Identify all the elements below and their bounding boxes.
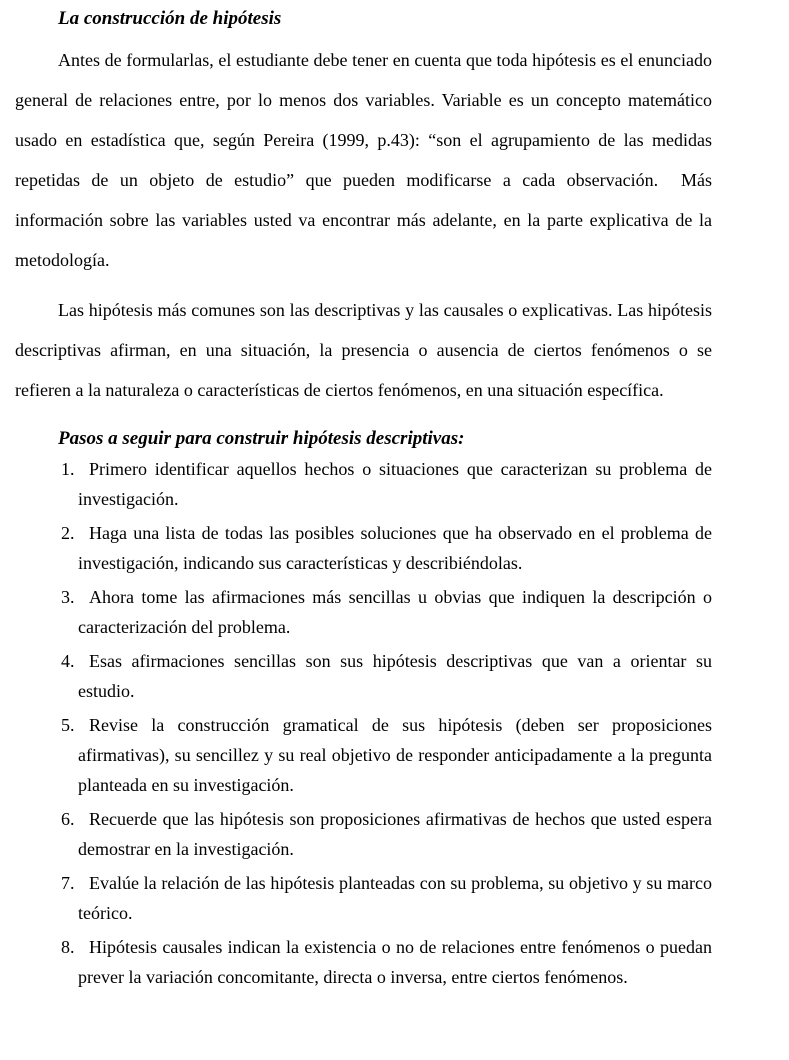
list-item: Haga una lista de todas las posibles soluciones que ha observado en el problema de investigación, indicando sus características y describiéndolas.	[78, 523, 712, 573]
list-item: Esas afirmaciones sencillas son sus hipótesis descriptivas que van a orientar su estudio.	[78, 651, 712, 701]
list-item: Primero identificar aquellos hechos o situaciones que caracterizan su problema de investigación.	[78, 459, 712, 509]
list-item: Evalúe la relación de las hipótesis planteadas con su problema, su objetivo y su marco teórico.	[78, 873, 712, 923]
section-title: La construcción de hipótesis	[58, 8, 282, 29]
list-item: Revise la construcción gramatical de sus hipótesis (deben ser proposiciones afirmativas), su sencillez y su real objetivo de responder anticipadamente a la pregunta planteada en su investigación.	[78, 715, 712, 795]
steps-list	[15, 454, 712, 992]
paragraph-hypothesis-types: Las hipótesis más comunes son las descriptivas y las causales o explicativas. Las hipótesis descriptivas afirman, en una situación, la presencia o ausencia de ciertos fenómenos o se refieren a la naturaleza o características de ciertos fenómenos, en una situación específica.	[15, 300, 712, 400]
list-item: Recuerde que las hipótesis son proposiciones afirmativas de hechos que usted espera demostrar en la investigación.	[78, 809, 712, 859]
paragraph-intro: Antes de formularlas, el estudiante debe tener en cuenta que toda hipótesis es el enunciado general de relaciones entre, por lo menos dos variables. Variable es un concepto matemático usado en estadística que, según Pereira (1999, p.43): “son el agrupamiento de las medidas repetidas de un objeto de estudio” que pueden modificarse a cada observación. Más información sobre las variables usted va encontrar más adelante, en la parte explicativa de la metodología.	[15, 50, 712, 270]
list-item: Ahora tome las afirmaciones más sencillas u obvias que indiquen la descripción o caracterización del problema.	[78, 587, 712, 637]
text-block	[15, 6, 712, 992]
list-item: Hipótesis causales indican la existencia o no de relaciones entre fenómenos o puedan prever la variación concomitante, directa o inversa, entre ciertos fenómenos.	[78, 937, 712, 987]
steps-heading: Pasos a seguir para construir hipótesis descriptivas:	[58, 428, 465, 449]
